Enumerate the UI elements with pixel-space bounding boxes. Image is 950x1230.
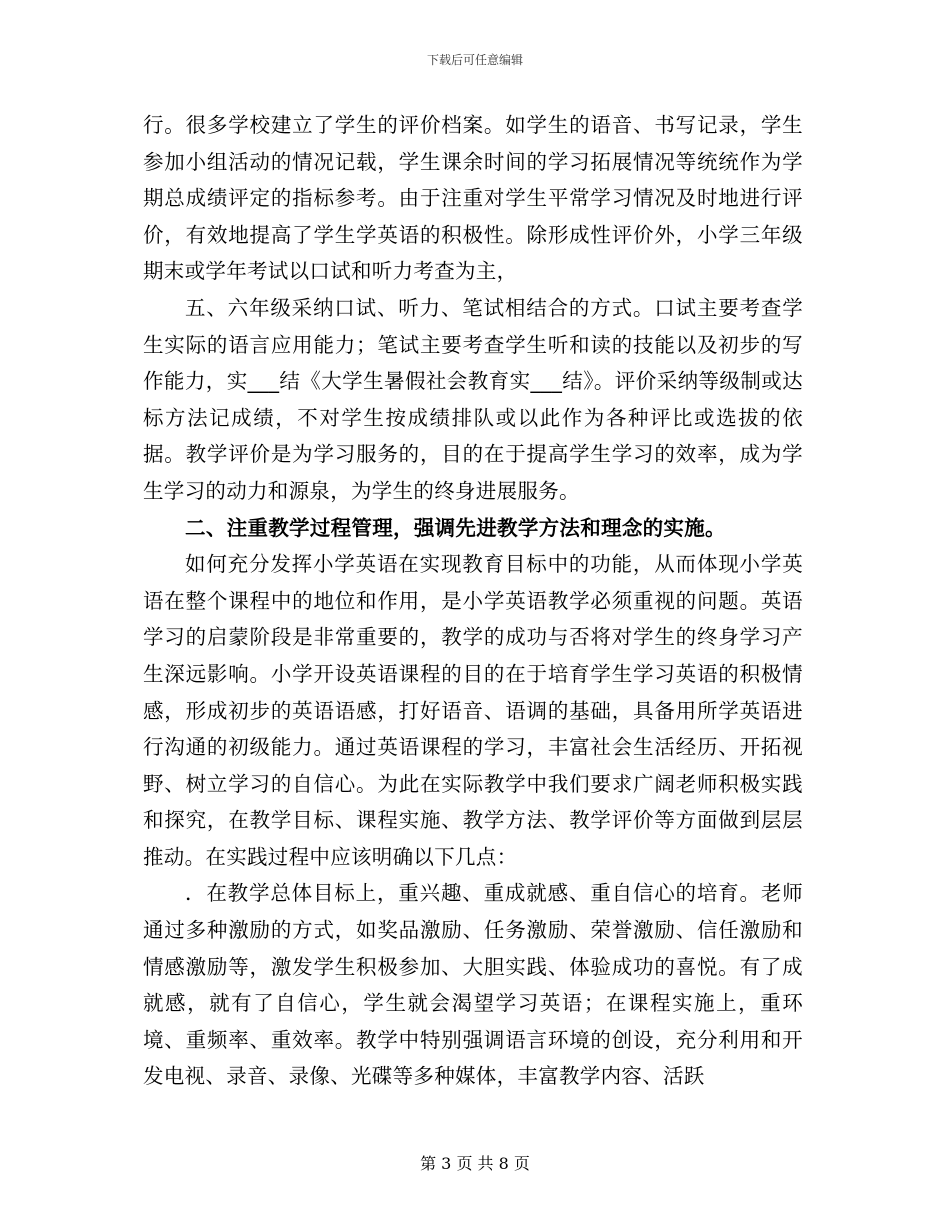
- paragraph-1: 行。很多学校建立了学生的评价档案。如学生的语音、书写记录，学生参加小组活动的情况记载，学生课余时间的学习拓展情况等统统作为学期总成绩评定的指标参考。由于注重对学生平常学习情况及时地进行评价，有效地提高了学生学英语的积极性。除形成性评价外，小学三年级期末或学年考试以口试和听力考查为主，: [143, 113, 803, 284]
- page-number: 第 3 页 共 8 页: [420, 1154, 530, 1173]
- document-body: [143, 107, 803, 1095]
- paragraph-4: ．在教学总体目标上，重兴趣、重成就感、重自信心的培育。老师通过多种激励的方式，如奖品激励、任务激励、荣誉激励、信任激励和情感激励等，激发学生积极参加、大胆实践、体验成功的喜悦。有了成就感，就有了自信心，学生就会渴望学习英语；在课程实施上，重环境、重频率、重效率。教学中特别强调语言环境的创设，充分利用和开发电视、录音、录像、光碟等多种媒体，丰富教学内容、活跃: [143, 881, 803, 1089]
- page-header-note: 下载后可任意编辑: [426, 53, 523, 67]
- paragraph-2: 五、六年级采纳口试、听力、笔试相结合的方式。口试主要考查学生实际的语言应用能力；笔试主要考查学生听和读的技能以及初步的写作能力，实___结《大学生暑假社会教育实___结》。评价采纳等级制或达标方法记成绩，不对学生按成绩排队或以此作为各种评比或选拔的依据。教学评价是为学习服务的，目的在于提高学生学习的效率，成为学生学习的动力和源泉，为学生的终身进展服务。: [143, 295, 803, 503]
- paragraph-3: 如何充分发挥小学英语在实现教育目标中的功能，从而体现小学英语在整个课程中的地位和作用，是小学英语教学必须重视的问题。英语学习的启蒙阶段是非常重要的，教学的成功与否将对学生的终身学习产生深远影响。小学开设英语课程的目的在于培育学生学习英语的积极情感，形成初步的英语语感，打好语音、语调的基础，具备用所学英语进行沟通的初级能力。通过英语课程的学习，丰富社会生活经历、开拓视野、树立学习的自信心。为此在实际教学中我们要求广阔老师积极实践和探究，在教学目标、课程实施、教学方法、教学评价等方面做到层层推动。在实践过程中应该明确以下几点：: [143, 552, 803, 869]
- section-heading: 二、注重教学过程管理，强调先进教学方法和理念的实施。: [185, 515, 726, 540]
